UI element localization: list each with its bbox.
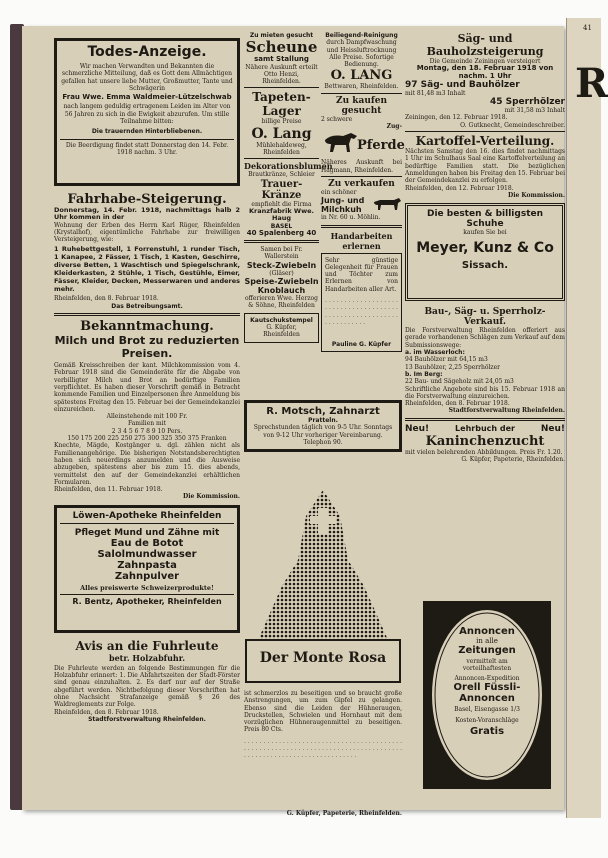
wallpaper-sub: billige Preise [261, 118, 302, 126]
olang-name: O. LANG [330, 68, 393, 84]
wreaths-sub: empfiehlt die Firma [251, 200, 312, 208]
column-3: Beiliegend-Reinigung durch Dampfwaschung und Heissluftrocknung Alle Preise. Sofortige Bedienung. O. LANG Bettwaren, Rheinfelden. Zu kaufen gesucht 2 schwere Zug- Pferde Näheres Auskunft bei Hagmann, Rheinfelden. Zu verkaufen ein schöner Jung- und Milchkuh in Nr. 60 u. Möhlin. Handarbeiten erlernen Sehr günstige Gelegenheit für Frauen und Töchter zum Erlernen von Handarbeiten aller Art. · · · · · · · · · · · · · · · · · · · · · · · · · · · · · · · · · · · · · · · · · · · · · · · · · · · · · · · · · · · · · · · · · · · · Pauline G. Küpfer [321, 26, 402, 386]
auction-text: Wohnung der Erben des Herrn Karl Rüger, Rheinfelden (Krystalhof), eigentümliche Fahrhabe zur freiwilligen Versteigerung, wie: [54, 221, 240, 244]
lumber-sale-text: Die Forstverwaltung Rheinfelden offeriert aus gerade vorhandenen Schlägen zum Verkauf auf dem Submissionswege: [405, 327, 565, 349]
dentist-name: R. Motsch, Zahnarzt [266, 406, 380, 417]
lumber-lot-b: b. Im Berg: [405, 370, 443, 378]
lumber-lot-a1: 94 Bauhölzer mit 64,15 m3 [405, 356, 488, 364]
potato-signature: Die Kommission. [508, 191, 565, 199]
wreaths-heading: Trauer-Kränze [260, 178, 303, 201]
death-notice-text: Wir machen Verwandten und Bekannten die schmerzliche Mitteilung, daß es Gott dem Allmächtigen gefallen hat unsere liebe Mutter, Großmutter, Tante und Schwägerin [61, 63, 233, 92]
monte-rosa-ad [244, 490, 402, 684]
rabbit-book-text: mit vielen belehrenden Abbildungen. Preis Fr. 1.20. [405, 448, 563, 456]
rabbit-book-signature: G. Küpfer, Papeterie, Rheinfelden. [461, 456, 565, 464]
auction-place-date: Rheinfelden, den 8. Februar 1918. [54, 295, 159, 303]
for-sale-text: ein schöner [321, 188, 357, 196]
potato-title: Kartoffel-Verteilung. [415, 134, 555, 149]
flowers-sub: Brautkränze, Schleier [248, 171, 315, 179]
potato-place-date: Rheinfelden, den 12. Februar 1918. [405, 184, 514, 192]
heavy-label: 2 schwere [321, 115, 353, 123]
column-2 [244, 26, 333, 386]
carters-notice-text: Die Fuhrleute werden an folgende Bestimmungen für die Holzabfuhr erinnert: 1. Die Abfahrtszeiten der Stadt-Förster sind genau einzuhalten. 2. Es darf nur auf der Straße abgeführt werden. Nichtbefolgung dieser Vorschriften hat ohne Nachsicht Strafanzeige gemäß § 26 des Waldreglements zur Folge. [54, 664, 240, 709]
announcement-title: Bekanntmachung. [80, 319, 214, 335]
wreath-address: 40 Spalenberg 40 [246, 228, 317, 237]
cleaning-header: Beiliegend-Reinigung [325, 32, 398, 39]
auction-items: 1 Ruhebettgestell, 1 Forrenstuhl, 1 runder Tisch, 1 Kanapee, 2 Fässer, 1 Tisch, 1 Kasten, Geschirre, diverse Betten, 1 Waschtisch und Spiegelschrank, Kleiderkasten, 2 Stühle, 1 Tisch, Gestühle, Eimer, Fässer, Kleider, Decken, Messerwaren und anderes mehr. [54, 245, 240, 294]
wreath-city: BASEL [270, 222, 293, 230]
onions: Speise-Zwiebeln [244, 277, 319, 287]
cow-sub: in Nr. 60 u. Möhlin. [321, 214, 381, 222]
cleaning-text: durch Dampfwaschung und Heissluftrocknung [326, 39, 397, 54]
new-label-right: Neu! [540, 423, 565, 434]
orell-firm-1: Orell Füssli- [453, 682, 521, 693]
rabbit-book-title: Kaninchenzucht [425, 433, 545, 449]
cow-icon [372, 196, 402, 212]
announcement-text: Gemäß Kreisschreiben der kant. Milchkommission vom 4. Februar 1918 sind die Gemeinderäte für die Abgabe von verbilligter Milch und Brot an bedürftige Familien verpflichtet. Es haben dieser Vorschrift gemäß in Betracht kommende Familien und Einzelpersonen ihre Anmeldung bis spätestens Freitag den 15. Februar bei der Gemeindekanzlei einzureichen. [54, 362, 240, 413]
timber-auction-text: Die Gemeinde Zeiningen versteigert [429, 58, 541, 65]
death-notice-text-2: nach langem geduldig ertragenem Leiden im Alter von 56 Jahren zu sich in die Ewigkeit abzurufen. Um stille Teilnahme bitten: [63, 103, 231, 126]
orell-annoncen: Annoncen [459, 626, 515, 637]
lumber-signature: Stadtforstverwaltung Rheinfelden. [448, 407, 565, 415]
newspaper-page [22, 26, 565, 817]
lumber-lot-a: a. im Wasserloch: [405, 349, 465, 357]
rubber-stamp-signature: G. Küpfer, Rheinfelden [263, 323, 300, 339]
death-notice [54, 38, 240, 186]
product-salolmundwasser: Salolmundwasser [97, 548, 197, 560]
shoe-city: Sissach. [461, 260, 509, 272]
horses-heading: Pferde [357, 138, 405, 154]
carters-notice-title: Avis an die Fuhrleute [75, 638, 219, 653]
product-eau-de-botot: Eau de Botot [110, 537, 184, 549]
product-zahnpulver: Zahnpulver [114, 570, 180, 582]
pharmacy-slogan: Alles preiswerte Schweizerprodukte! [80, 583, 214, 592]
cleaning-sub: Alle Preise. Sofortige Bedienung. [329, 53, 394, 69]
rent-wanted-label: Zu mieten gesucht [249, 32, 314, 39]
orell-expedition: Annoncen-Expedition [454, 675, 520, 682]
plywood-items: 45 Sperrhölzer [489, 97, 565, 108]
lumber-sale-text-2: Schriftliche Angebote sind bis 15. Februar 1918 an die Forstverwaltung einzureichen. [405, 385, 565, 400]
shoe-sub: kaufen Sie bei [463, 229, 507, 237]
timber-auction-date: Montag, den 18. Februar 1918 von nachm. 1 Uhr [416, 64, 554, 80]
adjacent-page-masthead-letter: R [575, 60, 608, 107]
orell-firm-2: Annoncen [459, 693, 515, 704]
monte-rosa-signature: G. Küpfer, Papeterie, Rheinfelden. [286, 809, 402, 817]
auction-signature: Das Betreibungsamt. [111, 302, 183, 310]
lumber-lot-a2: 13 Bauhölzer, 2,25 Sperrhölzer [405, 363, 501, 371]
adjacent-page-edge [566, 18, 608, 818]
shoe-firm: Meyer, Kunz & Co [416, 240, 554, 257]
orell-vermittelt: vermittelt am vorteilhaftesten [462, 658, 512, 672]
carters-notice-signature: Stadtforstverwaltung Rheinfelden. [88, 715, 206, 723]
pharmacy-ad [54, 505, 240, 633]
income-single: Alleinstehende mit 100 Fr. [106, 413, 188, 421]
needlework-signature: Pauline G. Küpfer [331, 341, 392, 349]
orell-gratis: Gratis [469, 726, 505, 737]
announcement-text-2: Knechte, Mägde, Kostgänger u. dgl. zählen nicht als Familienangehörige. Die bisherigen Notstandsberechtigten haben sich neuerdings anzumelden und die Ausweise abzugeben, spätestens aber bis zum 15. dies abends, vermittelst den auf der Gemeindekanzlei erhältlichen Formularen. [54, 442, 240, 486]
announcement-place-date: Rheinfelden, den 11. Februar 1918. [54, 486, 163, 494]
timber-auction-title: Säg- und Bauholzsteigerung [426, 32, 544, 58]
auction-title: Fahrhabe-Steigerung. [67, 192, 227, 207]
wreath-firm: Kranzfabrik Wwe. Haug [249, 206, 314, 223]
potato-text: Nächsten Samstag den 16. dies findet nachmittags 1 Uhr im Schulhaus Saal eine Kartoffelverteilung an bedürftige Familien statt. Die bezüglichen Anmeldungen haben bis Freitag den 15. Februar bei der Gemeindekanzlei zu erfolgen. [405, 148, 565, 185]
orell-address: Basel, Eisengasse 1/3 [454, 706, 520, 713]
carters-notice-place-date: Rheinfelden, den 8. Februar 1918. [54, 708, 159, 716]
lumber-place-date: Rheinfelden, den 8. Februar 1918. [405, 400, 510, 408]
stable-heading: samt Stallung [254, 55, 309, 64]
pharmacy-title: Löwen-Apotheke Rheinfelden [72, 510, 222, 521]
shoe-title: Die besten & billigsten Schuhe [426, 209, 544, 230]
announcement-subtitle: Milch und Brot zu reduzierten Preisen. [54, 334, 240, 361]
auction-date: Donnerstag, 14. Febr. 1918, nachmittags halb 2 Uhr kommen in der [54, 206, 240, 222]
buy-wanted: Zu kaufen gesucht [336, 95, 387, 116]
needlework-text: Sehr günstige Gelegenheit für Frauen und Töchter zum Erlernen von Handarbeiten aller Art. [325, 256, 398, 293]
new-label-left: Neu! [405, 423, 430, 434]
for-sale-heading: Zu verkaufen [328, 178, 395, 189]
onion-sets: Steck-Zwiebeln [246, 260, 317, 270]
horses-text: Näheres Auskunft bei Hagmann, Rheinfelden. [321, 159, 402, 174]
orell-fuessli-ad [422, 600, 552, 790]
flowers-heading: Dekorationsblumen [244, 161, 333, 172]
barn-heading: Scheune [245, 38, 318, 57]
product-zahnpasta: Zahnpasta [117, 559, 177, 571]
plywood-volume: mit 31,58 m3 Inhalt [504, 107, 565, 115]
onion-header: Samen bei Fr. Wallerstein [260, 246, 303, 261]
timber-volume: mit 81,48 m3 Inhalt [405, 89, 466, 97]
monte-rosa-text: ist schmerzlos zu beseitigen und so braucht große Anstrengungen, um zum Gipfel zu gelangen. Ebenso sind die Leiden der Hühneraugen, Druckstellen, Schwielen und Hornhaut mit dem vorzüglichen Hühneraugenmittel zu beseitigen. Preis 80 Cts. [244, 690, 402, 734]
lang-name: O. Lang [251, 125, 312, 142]
cow-heading: Jung- und Milchkuh [321, 196, 365, 215]
timber-place-date: Zeiningen, den 12. Februar 1918. [405, 114, 508, 122]
carters-notice-subtitle: betr. Holzabfuhr. [108, 652, 186, 663]
deceased-name: Frau Wwe. Emma Waldmeier-Lützelschwab [62, 93, 232, 102]
orell-in-alle: in alle [476, 637, 498, 645]
monte-rosa-text-block: ist schmerzlos zu beseitigen und so braucht große Anstrengungen, um zum Gipfel zu gelangen. Ebenso sind die Leiden der Hühneraugen, Druckstellen, Schwielen und Hornhaut mit dem vorzüglichen Hühneraugenmittel zu beseitigen. Preis 80 Cts. · · · · · · · · · · · · · · · · · · · · · · · · · · · · · · · · · · · · · · · · · · · · · · · · · · · · · · · · · · · · · · · · · · · · · · · · · · · · · · · · · · · · · · · · · · · · · · · · · · · · · · · · · · · · · · · · G. Küpfer, Papeterie, Rheinfelden. [244, 690, 402, 817]
barn-text: Nähere Auskunft erteilt Otto Henzi, Rheinfelden. [245, 63, 318, 86]
olang-address: Bettwaren, Rheinfelden. [324, 83, 399, 91]
adjacent-page-number: 41 [583, 24, 592, 32]
dentist-hours: Sprechstunden täglich von 9-5 Uhr. Sonntags von 9-12 Uhr vorheriger Vereinbarung. Telephon 90. [253, 424, 393, 446]
pharmacy-line-1: Pfleget Mund und Zähne mit [74, 527, 220, 538]
garlic: Knoblauch [257, 286, 306, 296]
death-notice-signature: Die trauernden Hinterbliebenen. [91, 128, 203, 136]
onion-sets-sub: (Gläser) [269, 269, 294, 277]
timber-signature: O. Gutknecht, Gemeindeschreiber. [460, 121, 565, 129]
lumber-lot-b1: 22 Bau- und Sägeholz mit 24,05 m3 [405, 378, 514, 386]
lang-address: Mühlehaldeweg, Rheinfelden [256, 141, 307, 157]
horse-icon [321, 130, 361, 154]
death-notice-title: Todes-Anzeige. [87, 44, 207, 60]
funeral-date: Die Beerdigung findet statt Donnerstag den 14. Febr. 1918 nachm. 3 Uhr. [65, 141, 229, 156]
needlework-heading: Handarbeiten erlernen [330, 230, 393, 251]
monte-rosa-title: Der Monte Rosa [259, 650, 387, 666]
wallpaper-heading: Tapeten-Lager [252, 90, 311, 119]
orell-zeitungen: Zeitungen [458, 645, 516, 656]
shoe-ad [405, 203, 565, 301]
draft-label: Zug- [386, 123, 402, 131]
income-families-label: Familien mit [127, 420, 167, 428]
column-1 [54, 26, 240, 810]
timber-items: 97 Säg- und Bauhölzer [405, 79, 520, 90]
orell-estimates: Kosten-Voranschläge [455, 717, 519, 724]
pharmacy-signature: R. Bentz, Apotheker, Rheinfelden [72, 596, 222, 606]
announcement-signature: Die Kommission. [183, 493, 240, 501]
lumber-sale-title: Bau-, Säg- u. Sperrholz-Verkauf. [424, 307, 546, 328]
income-persons-row: 2 3 4 5 6 7 8 9 10 Pers. [111, 427, 183, 435]
income-francs-row: 150 175 200 225 250 275 300 325 350 375 Franken [67, 435, 227, 443]
dentist-city: Pratteln. [308, 417, 338, 424]
dentist-ad [244, 400, 402, 452]
textbook-label: Lehrbuch der [455, 423, 515, 433]
onion-signature: offerieren Wwe. Herzog & Söhne, Rheinfelden [245, 295, 318, 310]
rubber-stamp-ad: Kautschukstempel [250, 316, 313, 324]
